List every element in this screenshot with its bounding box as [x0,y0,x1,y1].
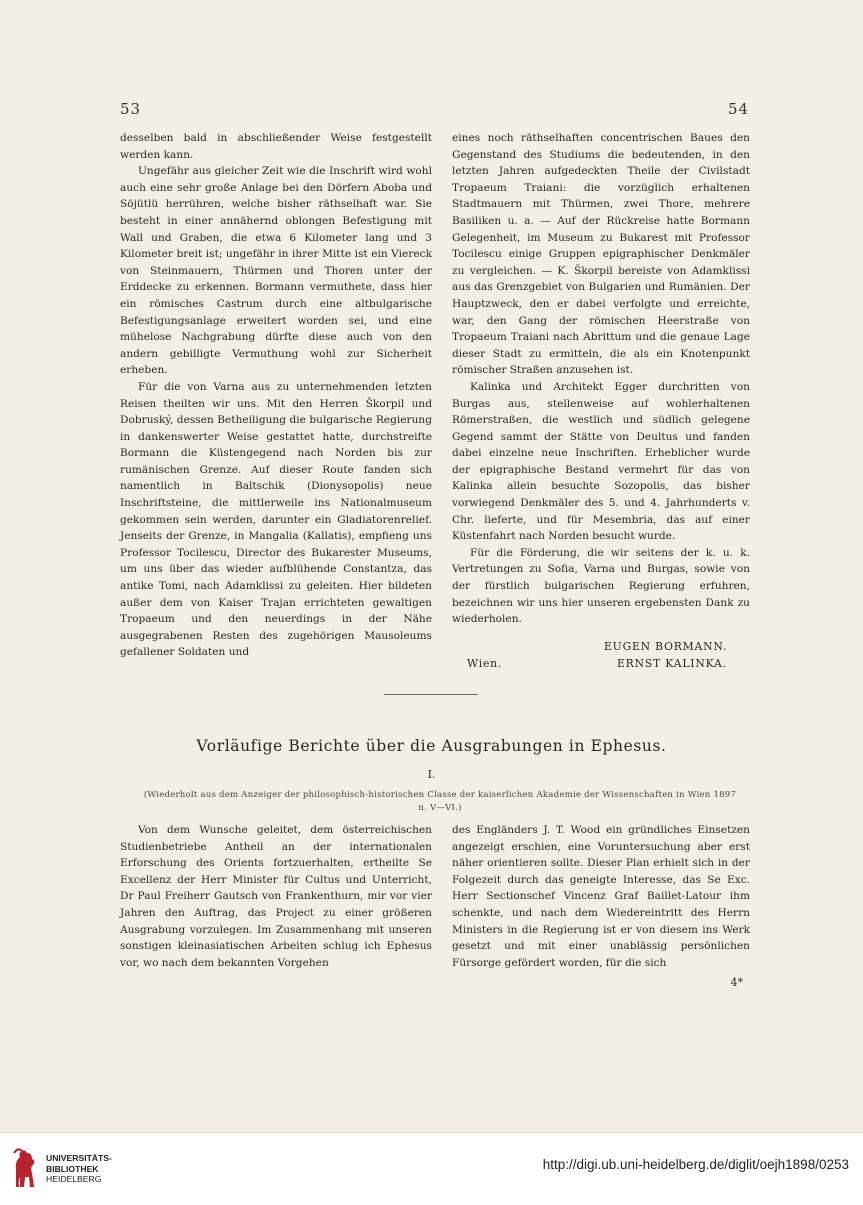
heidelberg-lion-logo-icon [10,1147,38,1191]
library-line: UNIVERSITÄTS- [46,1153,112,1163]
left-column-bottom [120,822,432,971]
sheet-signature-mark: 4* [730,976,743,989]
signature-name-1: EUGEN BORMANN. [604,640,728,653]
paragraph: Von dem Wunsche geleitet, dem österreichischen Studienbetriebe Antheil an der internationalen Erforschung des Orients fortzuerhalten, ertheilte Se Excellenz der Herr Minister für Cultus und Unterricht, Dr Paul Freiherr Gautsch von Frankenthurn, mir vor vier Jahren den Auftrag, das Project zu einer größeren Ausgrabung vorzulegen. Im Zusammenhang mit unseren sonstigen kleinasiatischen Arbeiten schlug ich Ephesus vor, wo nach dem bekannten Vorgehen [120,824,432,969]
page-number-right: 54 [728,100,750,118]
paragraph: desselben bald in abschließender Weise festgestellt werden kann. [120,132,432,161]
permalink-url[interactable]: http://digi.ub.uni-heidelberg.de/diglit/oejh1898/0253 [542,1157,849,1172]
library-line: BIBLIOTHEK [46,1163,99,1174]
paragraph: Ungefähr aus gleicher Zeit wie die Inschrift wird wohl auch eine sehr große Anlage bei den Dörfern Aboba und Söjütlü herrühren, welche bisher räthselhaft war. Sie besteht in einer annähernd oblongen Befestigung mit Wall und Graben, die etwa 6 Kilometer lang und 3 Kilometer breit ist; ungefähr in ihrer Mitte ist ein Viereck von Steinmauern, Thürmen und Thoren unter der Erddecke zu erkennen. Bormann vermuthete, dass hier ein römisches Castrum durch eine altbulgarische Befestigungsanlage erweitert worden sei, und eine mühelose Nachgrabung dürfte diese auch von den andern gebilligte Vermuthung wohl zur Sicherheit erheben. [120,165,432,377]
paragraph: des Engländers J. T. Wood ein gründliches Einsetzen angezeigt erschien, eine Voruntersuchung aber erst näher orientieren sollte. Dieser Plan erhielt sich in der Folgezeit durch das geneigte Interesse, das Se Exc. Herr Sectionschef Vincenz Graf Baillet-Latour ihm schenkte, und nach dem Wiedereintritt des Herrn Ministers in die Regierung ist er von diesem ins Werk gesetzt und mit einer unablässig persönlichen Fürsorge gefördert worden, für die sich [452,824,750,969]
library-name [46,1153,112,1185]
library-line: HEIDELBERG [46,1174,102,1184]
right-column-bottom [452,822,750,971]
paragraph: Für die Förderung, die wir seitens der k. u. k. Vertretungen zu Sofia, Varna und Burgas, sowie von der fürstlich bulgarischen Regierung erfuhren, bezeichnen wir uns hier unseren ergebensten Dank zu wiederholen. [452,546,750,626]
paragraph: Kalinka und Architekt Egger durchritten von Burgas aus, stellenweise auf wohlerhaltenen Römerstraßen, die westlich und südlich gelegene Gegend sammt der Stätte von Deultus und fanden dabei einzelne neue Inschriften. Erheblicher wurde der epigraphische Bestand vermehrt für das von Kalinka allein besuchte Sozopolis, das bisher vorwiegend Denkmäler des 5. und 4. Jahrhunderts v. Chr. lieferte, und für Mesembria, das auf einer Küstenfahrt nach Norden besucht wurde. [452,380,750,543]
left-column-top [120,130,432,661]
viewer-footer [0,1132,863,1205]
paragraph: Für die von Varna aus zu unternehmenden letzten Reisen theilten wir uns. Mit den Herren Škorpil und Dobruský, dessen Betheiligung die bulgarische Regierung in dankenswerter Weise gestattet hatte, durchstreifte Bormann die Küstengegend nach Norden bis zur rumänischen Grenze. Auf dieser Route fanden sich namentlich in Baltschik (Dionysopolis) neue Inschriftsteine, die mittlerweile ins Nationalmuseum gekommen sein werden, darunter ein Gladiatorenrelief. Jenseits der Grenze, in Mangalia (Kallatis), empfieng uns Professor Tocilescu, Director des Bukarester Museums, um uns über das wieder aufblühende Constantza, das antike Tomi, nach Adamklissi zu geleiten. Hier bildeten außer dem von Kaiser Trajan errichteten gewaltigen Tropaeum und den neuerdings in der Nähe ausgegrabenen Resten des zugehörigen Mausoleums gefallener Soldaten und [120,380,432,659]
section-divider [384,694,478,695]
section-title: Vorläufige Berichte über die Ausgrabungen in Ephesus. [196,737,667,755]
signature-name-2: ERNST KALINKA. [617,657,727,670]
reprint-note: (Wiederholt aus dem Anzeiger der philosophisch-historischen Classe der kaiserlichen Akademie der Wissenschaften in Wien 1897 n. V—VI.) [143,790,737,813]
right-column-top [452,130,750,628]
signature-place: Wien. [467,657,503,670]
page-number-left: 53 [120,100,142,118]
section-number: I. [427,768,436,781]
paragraph: eines noch räthselhaften concentrischen Baues den Gegenstand des Studiums die bedeutenden, in den letzten Jahren aufgedeckten Theile der Civilstadt Tropaeum Traiani: die vorzüglich erhaltenen Stadtmauern mit Thürmen, zwei Thore, mehrere Basiliken u. a. — Auf der Rückreise hatte Bormann Gelegenheit, im Museum zu Bukarest mit Professor Tocilescu einige Gruppen epigraphischer Denkmäler zu vergleichen. — K. Škorpil bereiste von Adamklissi aus das Grenzgebiet von Bulgarien und Rumänien. Der Hauptzweck, den er dabei verfolgte und erreichte, war, den Gang der römischen Heerstraße von Tropaeum Traiani nach Abrittum und die genaue Lage dieser Stadt zu ermitteln, die als ein Knotenpunkt römischer Straßen anzusehen ist. [452,132,750,377]
